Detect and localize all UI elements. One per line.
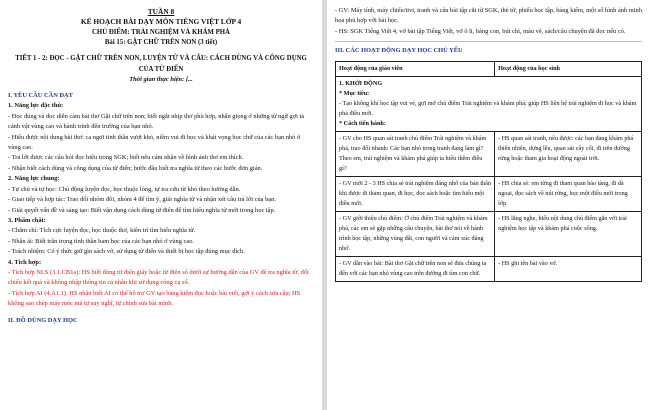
lesson-heading: Bài 15: GẶT CHỮ TRÊN NON (3 tiết) bbox=[104, 39, 218, 47]
divider bbox=[335, 41, 642, 42]
column-header-student: Hoạt động của học sinh bbox=[495, 61, 642, 76]
method-label: * Cách tiến hành: bbox=[339, 119, 386, 127]
activities-table bbox=[335, 61, 642, 282]
paragraph: - Tự chủ và tự học: Chủ động luyện đọc, học thuộc lòng, tự tra cứu từ khó theo hướng dẫn. bbox=[8, 185, 241, 193]
paragraph: - Trả lời được các câu hỏi đọc hiểu trong SGK; biết nêu cảm nhận về hình ảnh thơ em thích. bbox=[8, 154, 244, 162]
paragraph: - HS: SGK Tiếng Việt 4, vở bài tập Tiếng Việt, vở ô li, bảng con, bút chì, màu vẽ, sách/câu chuyện đã đọc nếu có. bbox=[335, 27, 626, 35]
section-heading-requirements: I. YÊU CẦU CẦN ĐẠT bbox=[8, 92, 73, 100]
subheading-general-competence: 2. Năng lực chung: bbox=[8, 175, 60, 183]
teacher-cell: - GV giới thiệu chủ điểm: Ở chủ điểm Trải nghiệm và khám phá, các em sẽ gặp những câu chuyện, bài thơ nói về hành trình học tập, những vùng đất, con người và cảm xúc đáng nhớ. bbox=[336, 211, 495, 256]
table-row bbox=[336, 131, 642, 176]
paragraph: - GV: Máy tính, máy chiếu/tivi, tranh và câu bài tập cắt từ SGK, thẻ từ, phiếu học tập, bảng kiểm, một số hình ảnh minh họa phù hợp với bài học. bbox=[335, 7, 642, 25]
paragraph: - Trách nhiệm: Có ý thức giữ gìn sách vở, sử dụng từ điển và thiết bị học tập đúng mục đích. bbox=[8, 248, 245, 256]
table-row bbox=[336, 211, 642, 256]
time-line: Thời gian thực hiện: [... bbox=[129, 75, 193, 83]
paragraph: - Chăm chỉ: Tích cực luyện đọc, học thuộc thơ, kiên trì tìm hiểu nghĩa từ. bbox=[8, 227, 196, 235]
table-header-row bbox=[336, 61, 642, 76]
section-heading-materials: II. ĐỒ DÙNG DẠY HỌC bbox=[8, 316, 78, 324]
student-cell: - HS quan sát tranh, nêu được: các bạn đang khám phá thiên nhiên, dựng lều, quan sát cây cối, đi trên đường rừng hoặc tham gia hoạt động ngoài trời. bbox=[495, 131, 642, 176]
subheading-specific-competence: 1. Năng lực đặc thù: bbox=[8, 102, 64, 110]
column-header-teacher: Hoạt động của giáo viên bbox=[336, 61, 495, 76]
week-heading: TUẦN 8 bbox=[147, 7, 175, 16]
subheading-integration: 4. Tích hợp: bbox=[8, 258, 42, 266]
activity-title: 1. KHỞI ĐỘNG bbox=[339, 79, 383, 87]
integration-paragraph: - Tích hợp NLS (3.1.CB1a): HS biết dùng từ điển giấy hoặc từ điển số dưới sự hướng dẫn của GV để tra nghĩa từ, đối chiếu kết quả và không nhập thông tin cá nhân khi sử dụng công cụ số. bbox=[8, 268, 309, 287]
aim-text: - Tạo không khí học tập vui vẻ, gợi mở chủ điểm Trải nghiệm và khám phá; giúp HS liên hệ trải nghiệm đi học và khám phá điều mới. bbox=[339, 99, 637, 117]
teacher-cell: - GV dẫn vào bài: Bài thơ Gặt chữ trên non sẽ đưa chúng ta đến với các bạn nhỏ vùng cao trên đường đi tìm con chữ. bbox=[336, 256, 495, 281]
document-page-right bbox=[327, 0, 650, 410]
table-row bbox=[336, 176, 642, 211]
section-heading-activities: III. CÁC HOẠT ĐỘNG DẠY HỌC CHỦ YẾU bbox=[335, 47, 463, 55]
table-row bbox=[336, 256, 642, 281]
teacher-cell: - GV mời 2 - 3 HS chia sẻ trải nghiệm đáng nhớ của bản thân khi được đi tham quan, đi học, đọc sách hoặc tìm hiểu một điều mới. bbox=[336, 176, 495, 211]
subheading-qualities: 3. Phẩm chất: bbox=[8, 216, 46, 224]
plan-title: KẾ HOẠCH BÀI DẠY MÔN TIẾNG VIỆT LỚP 4 bbox=[80, 17, 242, 27]
period-heading: TIẾT 1 - 2: ĐỌC - GẶT CHỮ TRÊN NON, LUYỆN TỪ VÀ CÂU: CÁCH DÙNG VÀ CÔNG DỤNG CỦA TỪ ĐIỂN bbox=[15, 54, 307, 73]
topic-heading: CHỦ ĐIỂM: TRẢI NGHIỆM VÀ KHÁM PHÁ bbox=[92, 28, 230, 36]
student-cell: - HS lắng nghe, hiểu nội dung chủ điểm gắn với trải nghiệm học tập và khám phá cuộc sống. bbox=[495, 211, 642, 256]
integration-paragraph: - Tích hợp AI (4.A1.1): HS nhận biết AI có thể hỗ trợ GV tạo bảng kiểm đọc hoặc bài viết, gợi ý cách sửa câu; HS không sao chép máy móc mà tự suy nghĩ, tự chỉnh sửa bài mình. bbox=[8, 289, 301, 308]
aim-label: * Mục tiêu: bbox=[339, 89, 370, 97]
document-page-left bbox=[0, 0, 322, 410]
merged-cell bbox=[336, 76, 642, 131]
paragraph: - Giao tiếp và hợp tác: Trao đổi nhóm đôi, nhóm 4 để tìm ý, giải nghĩa từ và nhận xét câu trả lời của bạn. bbox=[8, 196, 276, 204]
teacher-cell: - GV cho HS quan sát tranh chủ điểm Trải nghiệm và khám phá, trao đổi nhanh: Các bạn nhỏ trong tranh đang làm gì? Theo em, trải nghiệm và khám phá giúp ta hiểu thêm điều gì? bbox=[336, 131, 495, 176]
paragraph: - Hiểu được nội dung bài thơ: ca ngợi tinh thần vượt khó, niềm vui đi học và khát vọng học chữ của các bạn nhỏ ở vùng cao. bbox=[8, 133, 301, 152]
paragraph: - Đọc đúng và đọc diễn cảm bài thơ Gặt chữ trên non; biết ngắt nhịp thơ phù hợp, nhấn giọng ở những từ ngữ gợi tả cảnh vật vùng cao và hành trình đến trường của bạn nhỏ. bbox=[8, 112, 305, 131]
table-row bbox=[336, 76, 642, 131]
paragraph: - Giải quyết vấn đề và sáng tạo: Biết vận dụng cách dùng từ điển để tìm hiểu nghĩa từ mới trong học tập. bbox=[8, 206, 276, 214]
paragraph: - Nhân ái: Biết trân trọng tình thần ham học của các bạn nhỏ ở vùng cao. bbox=[8, 237, 194, 245]
student-cell: - HS chia sẻ: em từng đi tham quan bảo tàng, đi dã ngoại, đọc sách về núi rừng, học một điều mới trong lớp. bbox=[495, 176, 642, 211]
student-cell: - HS ghi tên bài vào vở. bbox=[495, 256, 642, 281]
paragraph: - Nhận biết cách dùng và công dụng của từ điển; bước đầu biết tra nghĩa từ theo các bước đơn giản. bbox=[8, 164, 263, 172]
